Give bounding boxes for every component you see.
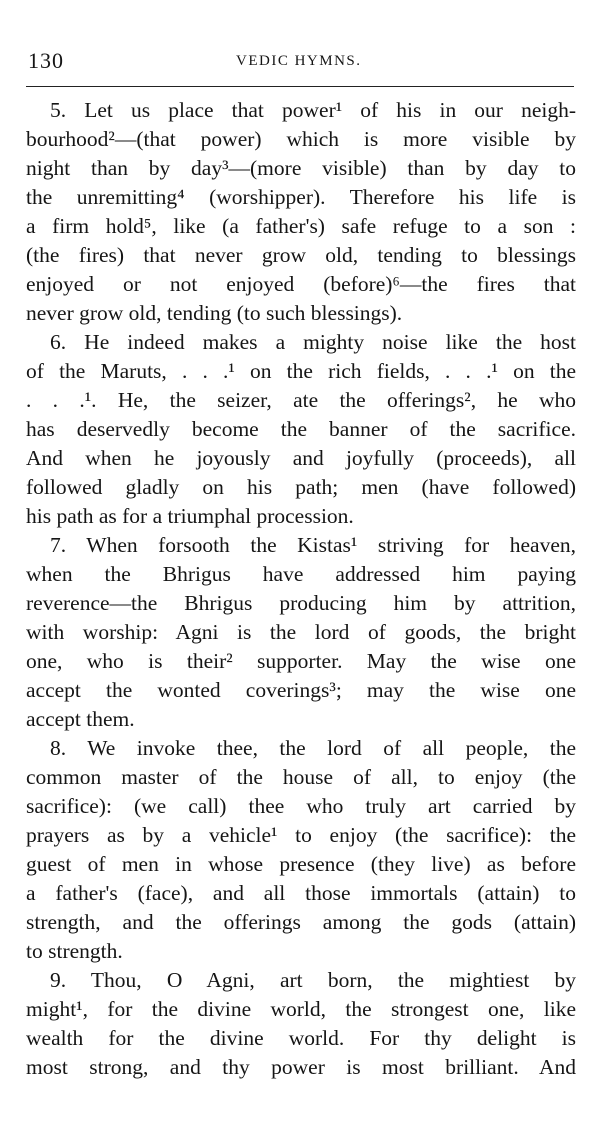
text-line: might¹, for the divine world, the strongest one, like [26,997,576,1021]
text-line: his path as for a triumphal procession. [26,504,354,528]
page-number: 130 [28,48,64,73]
text-line: (the fires) that never grow old, tending to blessings [26,243,576,267]
text-line: has deservedly become the banner of the sacrifice. [26,417,576,441]
text-line: enjoyed or not enjoyed (before)⁶—the fires that [26,272,576,296]
text-line: . . .¹. He, the seizer, ate the offerings², he who [26,388,576,412]
text-line: prayers as by a vehicle¹ to enjoy (the sacrifice): the [26,823,576,847]
text-line: when the Bhrigus have addressed him paying [26,562,576,586]
text-line: 8. We invoke thee, the lord of all people, the [50,736,576,760]
text-line: with worship: Agni is the lord of goods, the bright [26,620,576,644]
text-line: sacrifice): (we call) thee who truly art carried by [26,794,576,818]
text-line: night than by day³—(more visible) than by day to [26,156,576,180]
text-line: the unremitting⁴ (worshipper). Therefore his life is [26,185,576,209]
running-title: VEDIC HYMNS. [236,53,362,69]
text-line: And when he joyously and joyfully (proceeds), all [26,446,576,470]
text-line: a father's (face), and all those immortals (attain) to [26,881,576,905]
text-line: a firm hold⁵, like (a father's) safe refuge to a son : [26,214,576,238]
text-line: 6. He indeed makes a mighty noise like the host [50,330,576,354]
text-line: to strength. [26,939,123,963]
text-line: never grow old, tending (to such blessings). [26,301,403,325]
text-line: of the Maruts, . . .¹ on the rich fields, . . .¹ on the [26,359,576,383]
text-line: guest of men in whose presence (they live) as before [26,852,576,876]
text-line: accept the wonted coverings³; may the wise one [26,678,576,702]
text-line: strength, and the offerings among the gods (attain) [26,910,576,934]
text-line: followed gladly on his path; men (have followed) [26,475,576,499]
page-header [0,0,600,90]
text-line: common master of the house of all, to enjoy (the [26,765,576,789]
text-line: most strong, and thy power is most brilliant. And [26,1055,576,1079]
text-line: accept them. [26,707,135,731]
body-text [26,96,576,1082]
text-line: reverence—the Bhrigus producing him by attrition, [26,591,576,615]
header-rule [26,86,574,87]
text-line: 9. Thou, O Agni, art born, the mightiest by [50,968,576,992]
text-line: 5. Let us place that power¹ of his in our neigh- [50,98,576,122]
text-line: one, who is their² supporter. May the wise one [26,649,576,673]
text-line: bourhood²—(that power) which is more visible by [26,127,576,151]
text-line: wealth for the divine world. For thy delight is [26,1026,576,1050]
text-line: 7. When forsooth the Kistas¹ striving for heaven, [50,533,576,557]
